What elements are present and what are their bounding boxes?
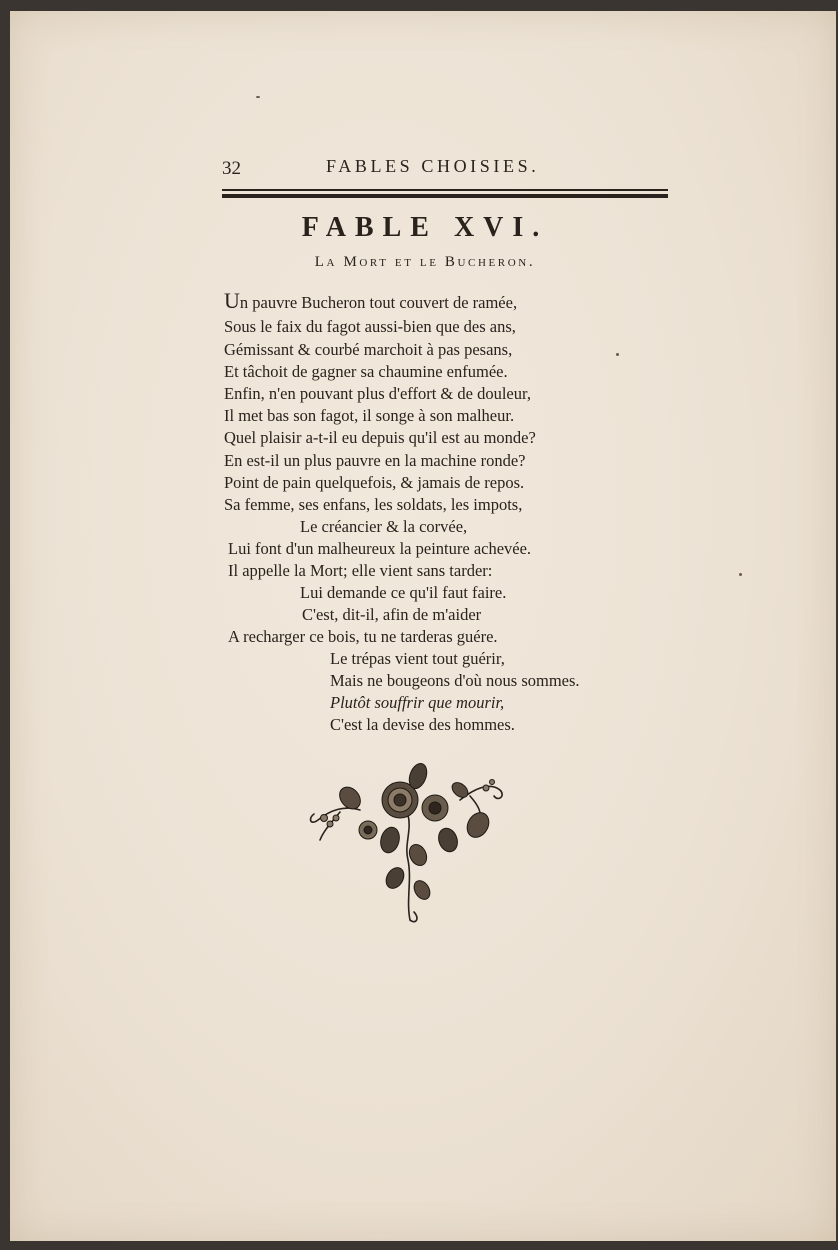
header-rule-thick <box>222 194 668 198</box>
fable-subtitle: La Mort et le Bucheron. <box>314 254 536 270</box>
verse-line: Mais ne bougeons d'où nous sommes. <box>330 671 580 690</box>
verse-line: Sous le faix du fagot aussi-bien que des ans, <box>224 317 516 336</box>
verse-line: Gémissant & courbé marchoit à pas pesans, <box>224 340 513 359</box>
ink-speck <box>616 353 619 356</box>
verse-line: Et tâchoit de gagner sa chaumine enfumée. <box>224 362 508 381</box>
book-title: FABLES CHOISIES. <box>326 156 540 176</box>
ink-speck <box>739 573 742 576</box>
drop-cap: U <box>224 288 240 313</box>
verse-line: Il met bas son fagot, il songe à son malheur. <box>224 406 515 425</box>
verse-line: Lui font d'un malheureux la peinture achevée. <box>228 539 532 558</box>
verse-line: C'est, dit-il, afin de m'aider <box>302 605 482 624</box>
verse-line: A recharger ce bois, tu ne tarderas guére. <box>228 627 498 646</box>
verse-line: C'est la devise des hommes. <box>330 715 515 734</box>
verse-line: Le créancier & la corvée, <box>300 517 468 536</box>
verse-line: Point de pain quelquefois, & jamais de repos. <box>224 473 525 492</box>
verse-line: Sa femme, ses enfans, les soldats, les impots, <box>224 495 523 514</box>
ink-speck <box>256 96 260 98</box>
running-head <box>222 156 668 180</box>
fable-heading: FABLE XVI. <box>301 212 549 243</box>
verse-line: En est-il un plus pauvre en la machine ronde? <box>224 451 526 470</box>
header-rule-thin <box>222 189 668 191</box>
verse-line: Le trépas vient tout guérir, <box>330 649 505 668</box>
floral-vignette-icon <box>300 760 520 930</box>
verse-line: Un pauvre Bucheron tout couvert de ramée, <box>224 288 518 313</box>
verse-line: Il appelle la Mort; elle vient sans tarder: <box>228 561 493 580</box>
verse-line: Enfin, n'en pouvant plus d'effort & de douleur, <box>224 384 531 403</box>
verse-line: Lui demande ce qu'il faut faire. <box>300 583 507 602</box>
page-number: 32 <box>222 158 241 179</box>
verse-line: Quel plaisir a-t-il eu depuis qu'il est au monde? <box>224 428 536 447</box>
verse-line: Plutôt souffrir que mourir, <box>330 693 505 712</box>
